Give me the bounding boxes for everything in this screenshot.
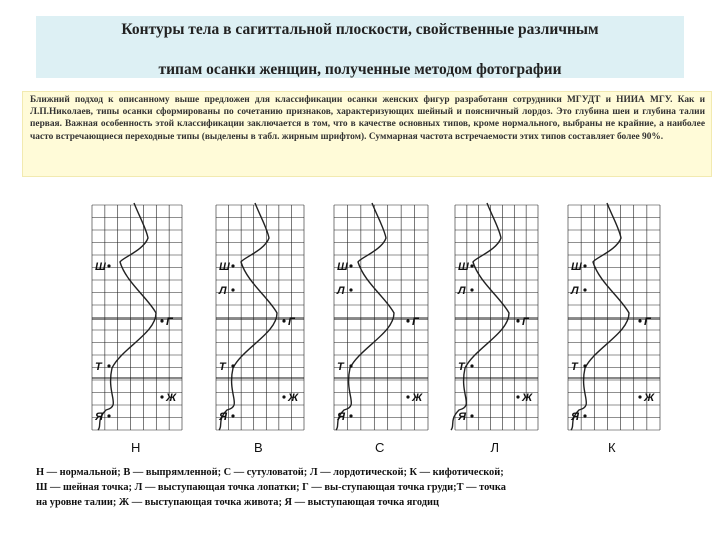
caption-line-1: Н — нормальной; В — выпрямленной; С — сутуловатой; Л — лордотической; К — кифотической; <box>36 467 504 478</box>
landmark-dot <box>160 395 163 398</box>
landmark-label: Т <box>458 361 465 373</box>
posture-panel-4 <box>568 203 660 455</box>
landmark-dot <box>160 319 163 322</box>
landmark-dot <box>470 364 473 367</box>
intro-text: Ближний подход к описанному выше предложен для классификации осанки женских фигур разработанн сотрудники МГУДТ и НИИА МГУ. Как и Л.П.Николаев, типы осанки сформированы по сочетанию признаков, характеризующих шейный и поясничный лордоз. Это глубина шеи и глубина талии первая. Важная особенность этой классификации заключается в том, что в качестве основных типов, кроме нормального, выбраны не крайние, а наиболее часто встречающиеся переходные типы (выделены в табл. жирным шрифтом). Суммарная частота встречаемости этих типов составляет более 90%. <box>30 95 705 142</box>
landmark-dot <box>231 264 234 267</box>
posture-panel-3 <box>451 203 538 455</box>
landmark-label: Ж <box>166 392 177 404</box>
landmark-dot <box>470 264 473 267</box>
landmark-label: Ш <box>95 261 106 273</box>
landmark-label: Я <box>219 411 228 423</box>
panel-letter: К <box>608 440 616 455</box>
landmark-label: Ш <box>458 261 469 273</box>
landmark-dot <box>282 319 285 322</box>
landmark-dot <box>349 364 352 367</box>
body-contour <box>451 203 509 430</box>
landmark-label: Ш <box>219 261 230 273</box>
landmark-dot <box>107 264 110 267</box>
panel-letter: С <box>375 440 385 455</box>
landmark-label: Ж <box>412 392 423 404</box>
landmark-label: Ж <box>522 392 533 404</box>
landmark-label: Ш <box>571 261 582 273</box>
landmark-label: Т <box>337 361 344 373</box>
body-contour <box>98 203 156 430</box>
landmark-dot <box>638 319 641 322</box>
landmark-dot <box>107 364 110 367</box>
landmark-dot <box>583 264 586 267</box>
landmark-label: Л <box>458 285 466 297</box>
landmark-dot <box>107 414 110 417</box>
landmark-label: Т <box>219 361 226 373</box>
panel-letter: В <box>254 440 263 455</box>
panel-letter: Л <box>490 440 500 455</box>
landmark-label: Л <box>219 285 227 297</box>
landmark-dot <box>282 395 285 398</box>
title-line-2: типам осанки женщин, полученные методом фотографии <box>158 61 562 78</box>
landmark-label: Я <box>571 411 580 423</box>
landmark-dot <box>349 414 352 417</box>
landmark-label: Г <box>166 316 173 328</box>
landmark-dot <box>470 288 473 291</box>
landmark-label: Т <box>571 361 578 373</box>
caption-line-3: на уровне талии; Ж — выступающая точка живота; Я — выступающая точка ягодиц <box>36 497 440 508</box>
landmark-label: Г <box>522 316 529 328</box>
posture-panel-0 <box>92 203 182 455</box>
landmark-dot <box>406 319 409 322</box>
panel-letter: Н <box>131 440 141 455</box>
caption-line-2: Ш — шейная точка; Л — выступающая точка лопатки; Г — вы-ступающая точка груди;Т — точка <box>36 482 506 493</box>
body-contour <box>336 203 394 430</box>
landmark-label: Я <box>337 411 346 423</box>
landmark-dot <box>583 364 586 367</box>
landmark-label: Т <box>95 361 102 373</box>
landmark-dot <box>583 414 586 417</box>
posture-panel-2 <box>334 203 428 455</box>
landmark-dot <box>231 364 234 367</box>
landmark-dot <box>231 288 234 291</box>
landmark-dot <box>638 395 641 398</box>
title-line-1: Контуры тела в сагиттальной плоскости, свойственные различным <box>121 21 599 38</box>
landmark-dot <box>516 319 519 322</box>
landmark-dot <box>349 288 352 291</box>
landmark-label: Ш <box>337 261 348 273</box>
landmark-dot <box>516 395 519 398</box>
landmark-label: Я <box>95 411 104 423</box>
landmark-label: Г <box>412 316 419 328</box>
figure-caption <box>36 465 676 510</box>
landmark-label: Г <box>288 316 295 328</box>
landmark-dot <box>470 414 473 417</box>
landmark-dot <box>349 264 352 267</box>
landmark-label: Л <box>571 285 579 297</box>
posture-panel-1 <box>216 203 304 455</box>
body-contour <box>219 203 277 430</box>
landmark-label: Я <box>458 411 467 423</box>
landmark-label: Ж <box>644 392 655 404</box>
landmark-dot <box>406 395 409 398</box>
landmark-label: Ж <box>288 392 299 404</box>
landmark-label: Г <box>644 316 651 328</box>
landmark-label: Л <box>337 285 345 297</box>
landmark-dot <box>231 414 234 417</box>
landmark-dot <box>583 288 586 291</box>
